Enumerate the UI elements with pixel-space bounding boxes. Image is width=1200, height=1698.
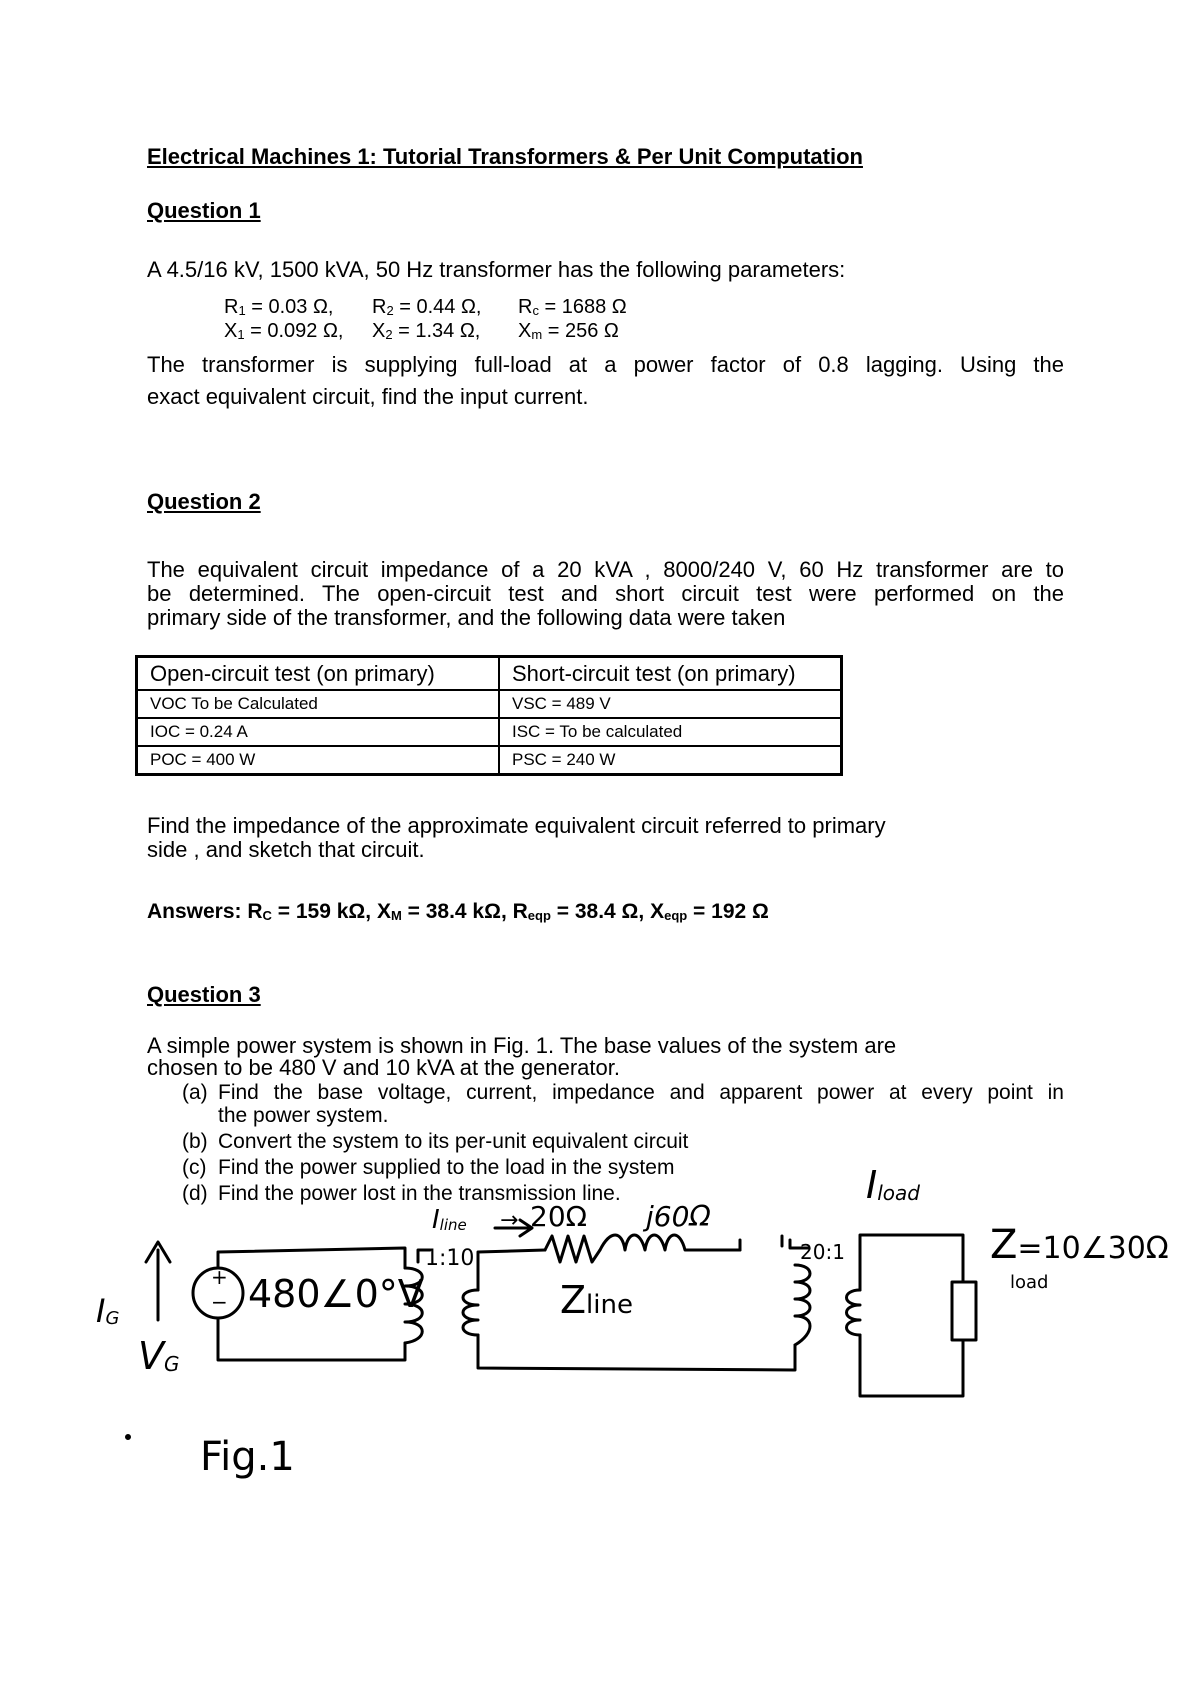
param-r1: $R_1 = 0.03$ Ω, xyxy=(224,296,334,318)
list-item: (a) Find the base voltage, current, impedance and apparent power at every point in the power system. xyxy=(182,1081,1064,1127)
question-3-line2: chosen to be 480 V and 10 kVA at the generator. xyxy=(147,1055,620,1080)
transformer-2-secondary-coil-icon xyxy=(847,1290,861,1335)
load-resistor-icon xyxy=(952,1282,976,1340)
table-cell: ISC = To be calculated xyxy=(499,718,842,746)
load-current-label: $I_{load}$ xyxy=(866,1163,920,1207)
table-cell: VSC = 489 V xyxy=(499,690,842,718)
generator-terminal-voltage-label: $V_G$ xyxy=(138,1334,180,1378)
param-xm: $X_m = 256$ Ω xyxy=(518,320,619,342)
line-impedance-label: Zline xyxy=(560,1278,633,1322)
line-current-label: $I_{line}$ xyxy=(432,1205,467,1235)
transformer-2-primary-coil-icon xyxy=(795,1265,810,1345)
generator-plus-sign: + xyxy=(211,1265,228,1289)
question-1-heading: Question 1 xyxy=(147,198,261,223)
load-impedance-label: Z=10∠30Ω xyxy=(990,1222,1169,1268)
param-r2: $R_2 = 0.44$ Ω, xyxy=(372,296,482,318)
page-title: Electrical Machines 1: Tutorial Transformers & Per Unit Computation xyxy=(147,144,863,169)
load-loop-wire xyxy=(860,1235,963,1396)
generator-current-arrow-icon xyxy=(146,1242,170,1320)
table-cell: POC = 400 W xyxy=(137,746,500,775)
question-1-intro: A 4.5/16 kV, 1500 kVA, 50 Hz transformer has the following parameters: xyxy=(147,257,846,282)
line-current-arrow-glyph: → xyxy=(500,1208,519,1233)
generator-current-label: $I_G$ xyxy=(96,1292,120,1330)
question-2-heading: Question 2 xyxy=(147,489,261,514)
transformer-1-ratio-label: 1:10 xyxy=(425,1246,475,1271)
table-header-short-circuit: Short-circuit test (on primary) xyxy=(499,657,842,691)
question-2-line3: primary side of the transformer, and the following data were taken xyxy=(147,605,786,630)
stray-dot xyxy=(127,1436,130,1439)
line-inductor-icon xyxy=(600,1235,740,1250)
table-cell: IOC = 0.24 A xyxy=(137,718,500,746)
list-item: (d) Find the power lost in the transmission line. xyxy=(182,1182,621,1205)
transformer-1-secondary-coil-icon xyxy=(463,1290,478,1335)
param-x2: $X_2 = 1.34$ Ω, xyxy=(372,320,481,342)
line-resistor-icon xyxy=(545,1236,600,1262)
generator-minus-sign: − xyxy=(211,1290,228,1314)
list-item: (b) Convert the system to its per-unit equivalent circuit xyxy=(182,1130,689,1153)
question-2-answers: Answers: $R_C = 159$ kΩ, $X_M = 38.4$ kΩ, $R_{eqp} = 38.4$ Ω, $X_{eqp} = 192$ Ω xyxy=(147,900,769,923)
transmission-line-wire xyxy=(478,1240,795,1370)
load-impedance-subscript: load xyxy=(1010,1272,1049,1293)
line-resistance-label: 20Ω xyxy=(530,1200,588,1233)
transformer-2-ratio-label: 20:1 xyxy=(800,1240,845,1264)
question-2-line2: be determined. The open-circuit test and short circuit test were performed on the xyxy=(147,581,1064,606)
table-cell: PSC = 240 W xyxy=(499,746,842,775)
figure-caption: Fig.1 xyxy=(200,1434,295,1480)
question-1-body-line1: The transformer is supplying full-load at a power factor of 0.8 lagging. Using the xyxy=(147,352,1064,377)
question-2-line1: The equivalent circuit impedance of a 20 kVA , 8000/240 V, 60 Hz transformer are to xyxy=(147,557,1064,582)
question-2-find-line2: side , and sketch that circuit. xyxy=(147,837,425,862)
param-x1: $X_1 = 0.092$ Ω, xyxy=(224,320,344,342)
param-rc: $R_c = 1688$ Ω xyxy=(518,296,627,318)
question-3-line1: A simple power system is shown in Fig. 1. The base values of the system are xyxy=(147,1033,897,1058)
question-1-body-line2: exact equivalent circuit, find the input current. xyxy=(147,384,589,409)
question-2-find-line1: Find the impedance of the approximate equivalent circuit referred to primary xyxy=(147,813,886,838)
table-header-open-circuit: Open-circuit test (on primary) xyxy=(137,657,500,691)
table-cell: VOC To be Calculated xyxy=(137,690,500,718)
question-3-heading: Question 3 xyxy=(147,982,261,1007)
generator-voltage-label: 480∠0°V xyxy=(248,1272,424,1316)
list-item: (c) Find the power supplied to the load in the system xyxy=(182,1156,675,1179)
line-reactance-label: j60Ω xyxy=(646,1200,711,1233)
